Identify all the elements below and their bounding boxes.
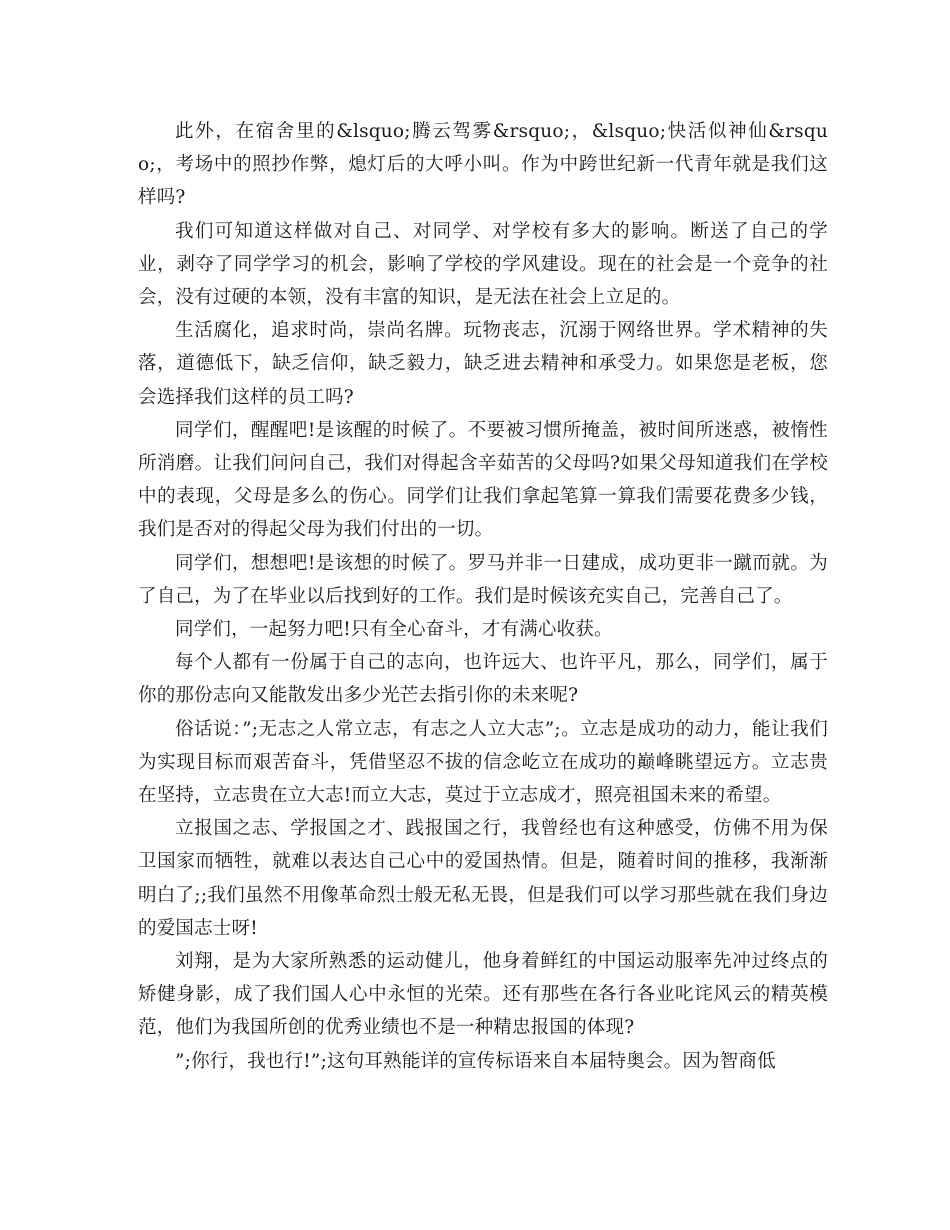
- document-body: [138, 115, 828, 1078]
- paragraph: 刘翔，是为大家所熟悉的运动健儿，他身着鲜红的中国运动服率先冲过终点的矫健身影，成了我们国人心中永恒的光荣。还有那些在各行各业叱诧风云的精英模范，他们为我国所创的优秀业绩也不是一种精忠报国的体现?: [138, 951, 828, 1039]
- paragraph: 俗话说：”;无志之人常立志，有志之人立大志”;。立志是成功的动力，能让我们为实现目标而艰苦奋斗，凭借坚忍不拔的信念屹立在成功的巅峰眺望远方。立志贵在坚持，立志贵在立大志!而立大志，莫过于立志成才，照亮祖国未来的希望。: [138, 718, 828, 807]
- paragraph: 同学们，想想吧!是该想的时候了。罗马并非一日建成，成功更非一蹴而就。为了自己，为了在毕业以后找到好的工作。我们是时候该充实自己，完善自己了。: [138, 552, 828, 607]
- paragraph: 同学们，醒醒吧!是该醒的时候了。不要被习惯所掩盖，被时间所迷惑，被惰性所消磨。让我们问问自己，我们对得起含辛茹苦的父母吗?如果父母知道我们在学校中的表现，父母是多么的伤心。同学们让我们拿起笔算一算我们需要花费多少钱，我们是否对的得起父母为我们付出的一切。: [138, 419, 828, 541]
- paragraph: 生活腐化，追求时尚，崇尚名牌。玩物丧志，沉溺于网络世界。学术精神的失落，道德低下，缺乏信仰，缺乏毅力，缺乏进去精神和承受力。如果您是老板，您会选择我们这样的员工吗?: [138, 320, 828, 408]
- paragraph: ”;你行，我也行!”;这句耳熟能详的宣传标语来自本届特奥会。因为智商低: [175, 1050, 776, 1072]
- paragraph: 我们可知道这样做对自己、对同学、对学校有多大的影响。断送了自己的学业，剥夺了同学学习的机会，影响了学校的学风建设。现在的社会是一个竞争的社会，没有过硬的本领，没有丰富的知识，是无法在社会上立足的。: [138, 220, 828, 309]
- paragraph: 此外，在宿舍里的&lsquo;腾云驾雾&rsquo;，&lsquo;快活似神仙&rsquo;，考场中的照抄作弊，熄灯后的大呼小叫。作为中跨世纪新一代青年就是我们这样吗?: [138, 121, 828, 209]
- paragraph: 每个人都有一份属于自己的志向，也许远大、也许平凡，那么，同学们，属于你的那份志向又能散发出多少光芒去指引你的未来呢?: [138, 652, 828, 707]
- paragraph: 同学们，一起努力吧!只有全心奋斗，才有满心收获。: [175, 619, 613, 641]
- paragraph: 立报国之志、学报国之才、践报国之行，我曾经也有这种感受，仿佛不用为保卫国家而牺牲，就难以表达自己心中的爱国热情。但是，随着时间的推移，我渐渐明白了;;我们虽然不用像革命烈士般无私无畏，但是我们可以学习那些就在我们身边的爱国志士呀!: [138, 818, 828, 939]
